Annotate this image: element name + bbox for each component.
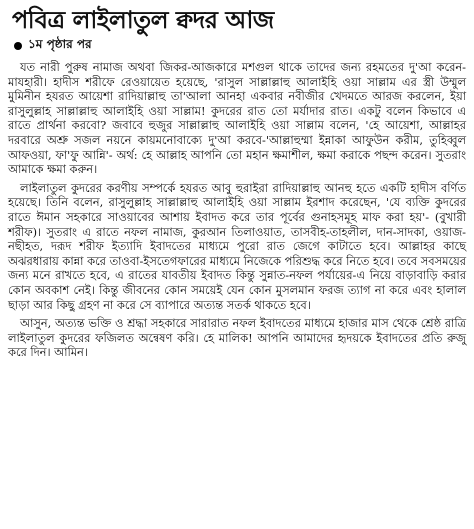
paragraph-3: আসুন, অত্যন্ত ভক্তি ও শ্রদ্ধা সহকারে সারারাত নফল ইবাদতের মাধ্যমে হাজার মাস থেকে শ্রেষ্ঠ রাত্রি লাইলাতুল কুদরের ফজিলত অন্বেষণ করি। হে মালিক! আপনি আমাদের হৃদয়কে ইবাদতের প্রতি রুজু করে দিন। আমিন।: [8, 316, 466, 360]
article-body: [8, 60, 466, 360]
paragraph-2: লাইলাতুল কুদরের করণীয় সম্পর্কে হযরত আবু হুরাইরা রাদিয়াল্লাহু আনহু হতে একটি হাদীস বর্ণিত হয়েছে। তিনি বলেন, রাসুলুল্লাহ সাল্লাল্লাহু আলাইহি ওয়া সাল্লাম ইরশাদ করেছেন, 'যে ব্যক্তি কুদরের রাতে ঈমান সহকারে সাওয়াবের আশায় ইবাদত করে তার পূর্বের গুনাহসমূহ মাফ করা হয়'- (বুখারী শরীফ)। সুতরাং এ রাতে নফল নামাজ, কুরআন তিলাওয়াত, তাসবীহ-তাহলীল, দান-সাদকা, ওয়াজ-নছীহত, দরূদ শরীফ ইত্যাদি ইবাদতের মাধ্যমে পুরো রাত জেগে কাটাতে হবে। আল্লাহর কাছে অঝরধারায় কান্না করে তাওবা-ইসতেগফারের মাধ্যমে নিজেকে পরিশুদ্ধ করে নিতে হবে। তবে সবসময়ের জন্য মনে রাখতে হবে, এ রাতের যাবতীয় ইবাদত কিন্তু সুন্নাত-নফল পর্যায়ের-এ নিয়ে বাড়াবাড়ি করার কোন অবকাশ নেই। কিন্তু জীবনের কোন সময়েই যেন কোন মুসলমান ফরজ ত্যাগ না করে এবং হালাল ছাড়া আর কিছু গ্রহণ না করে সে ব্যাপারে অত্যন্ত সতর্ক থাকতে হবে।: [8, 180, 466, 312]
continued-text: ১ম পৃষ্ঠার পর: [28, 37, 92, 51]
article-headline: পবিত্র লাইলাতুল ক্বদর আজ: [12, 6, 274, 34]
continued-from-label: [14, 36, 466, 56]
bullet-icon: [14, 42, 22, 50]
paragraph-1: যত নারী পুরুষ নামাজ অথবা জিকর-আজকারে মশগুল থাকে তাদের জন্য রহমতের দু'আ করেন- মাযহারী। হাদীস শরীফে রেওয়ায়েত হয়েছে, 'রাসুল সাল্লাল্লাহু আলাইহি ওয়া সাল্লাম এর স্ত্রী উম্মুল মুমিনীন হযরত আয়েশা রাদিয়াল্লাহু তা'আলা আনহা একবার নবীজীর খেদমতে আরজ করলেন, ইয়া রাসুলুল্লাহ সাল্লাল্লাহু আলাইহি ওয়া সাল্লাম! কুদরের রাত তো মর্যাদার রাত। একটু বলেন কিভাবে এ রাতে প্রার্থনা করবো? জবাবে হুজুর সাল্লাল্লাহু আলাইহি ওয়া সাল্লাম বলেন, 'হে আয়েশা, আল্লাহর দরবারে অশ্রু সজল নয়নে কায়মনোবাক্যে দু'আ করবে-'আল্লাহুম্মা ইন্নাকা আফুউন করীম, তুহিব্বুল আফওয়া, ফা'ফু আন্নি'- অর্থ: হে আল্লাহ আপনি তো মহান ক্ষমাশীল, ক্ষমা করাকে পছন্দ করেন। সুতরাং আমাকে ক্ষমা করুন।: [8, 60, 466, 177]
